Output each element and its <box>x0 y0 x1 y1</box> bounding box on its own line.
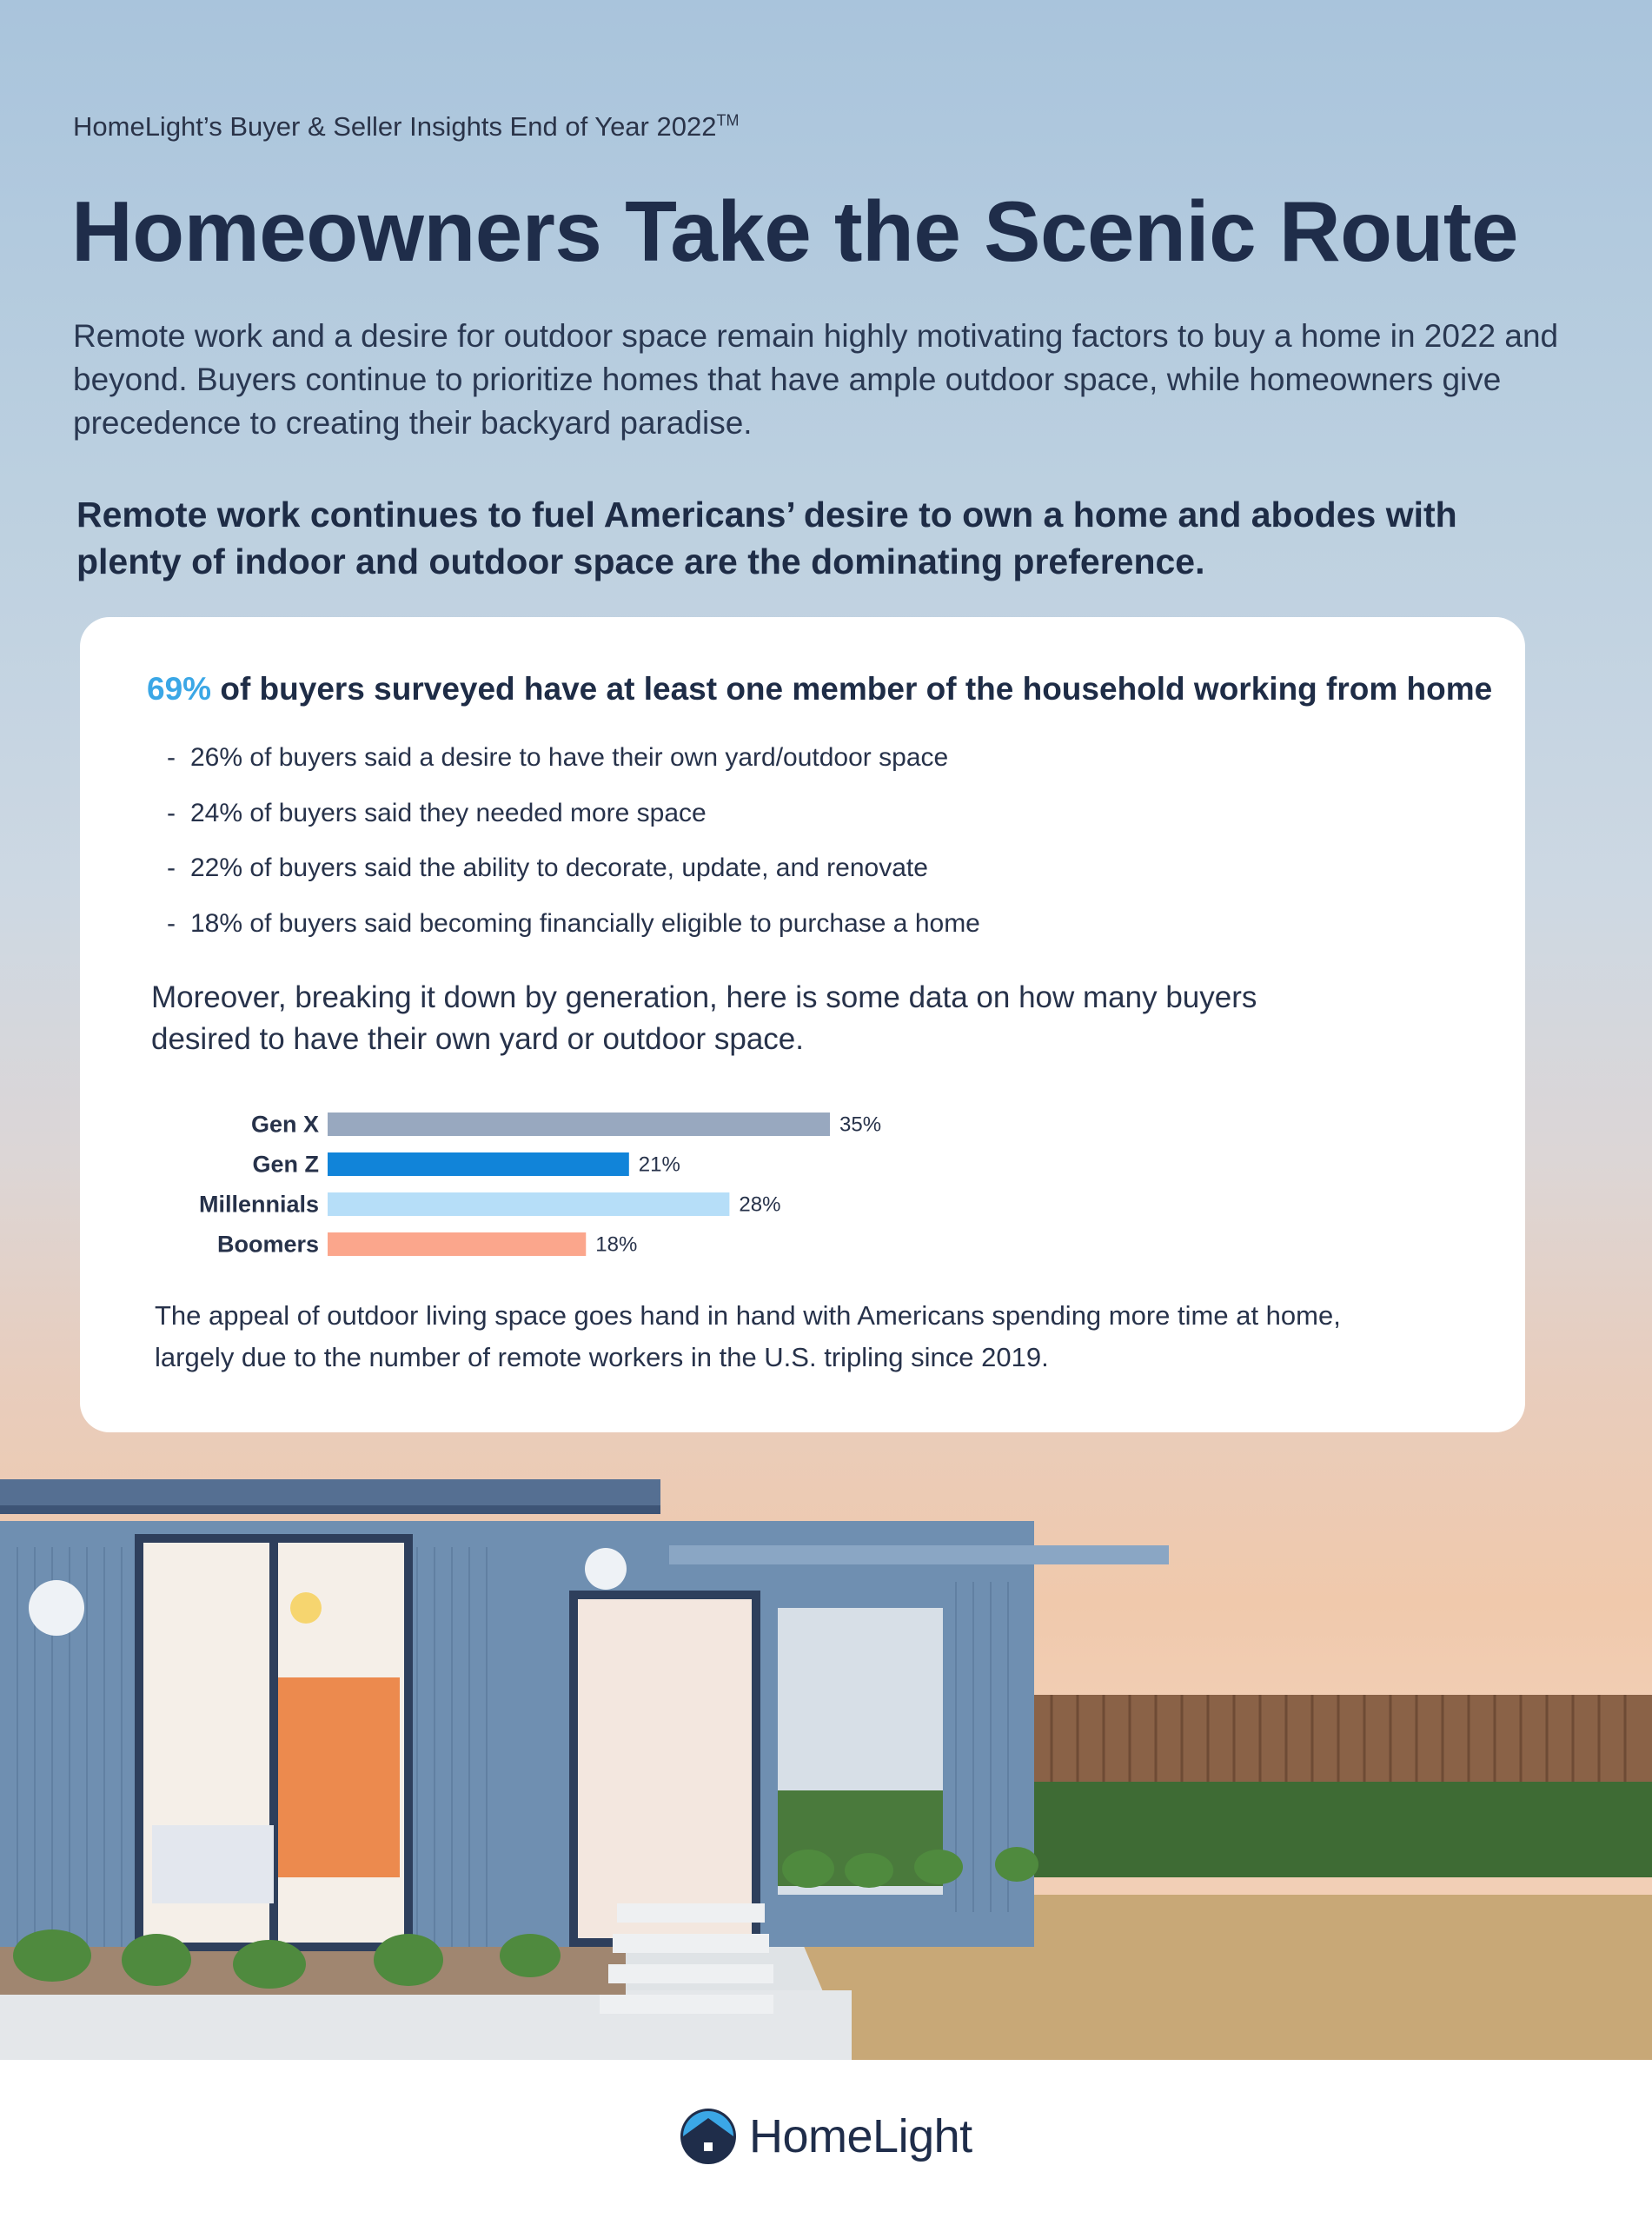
section-subhead: Remote work continues to fuel Americans’ desire to own a home and abodes with plenty of indoor and outdoor space are the dominating preference. <box>76 495 1457 581</box>
generation-intro: Moreover, breaking it down by generation, here is some data on how many buyers desired to have their own yard or outdoor space. <box>151 980 1257 1056</box>
trademark-mark: TM <box>716 111 740 130</box>
house-illustration <box>0 1460 1652 2060</box>
bar <box>328 1192 729 1216</box>
bar <box>328 1232 586 1256</box>
list-item-text: 24% of buyers said they needed more space <box>190 798 707 827</box>
list-item <box>167 840 980 896</box>
list-item-text: 22% of buyers said the ability to decorate, update, and renovate <box>190 853 928 882</box>
category-label: Gen Z <box>252 1151 319 1178</box>
list-item <box>167 730 980 786</box>
list-item-text: 26% of buyers said a desire to have their own yard/outdoor space <box>190 743 949 772</box>
bar <box>328 1112 830 1136</box>
kitchen-counter <box>152 1825 274 1903</box>
pendant-lamp-icon <box>290 1592 322 1624</box>
value-label: 18% <box>595 1232 638 1257</box>
report-kicker <box>73 111 739 143</box>
category-label: Boomers <box>216 1231 319 1258</box>
homelight-logo-icon <box>680 2108 737 2165</box>
roof-right <box>669 1545 1169 1564</box>
report-kicker-text: HomeLight’s Buyer & Seller Insights End of Year 2022 <box>73 111 717 142</box>
dash-bullet: - <box>167 908 176 938</box>
list-item <box>167 896 980 952</box>
fence <box>1034 1695 1652 1782</box>
patio-door-glass <box>578 1599 752 1938</box>
kitchen-cabinets <box>278 1677 400 1877</box>
insights-card <box>80 617 1525 1432</box>
dash-bullet: - <box>167 853 176 882</box>
bar <box>328 1152 629 1176</box>
list-item <box>167 786 980 841</box>
wall-lamp-icon <box>29 1580 84 1636</box>
page-title: Homeowners Take the Scenic Route <box>71 183 1518 279</box>
value-label: 28% <box>739 1192 781 1217</box>
headline-stat <box>147 671 1492 707</box>
brand-logo[interactable] <box>680 2108 972 2165</box>
outro-paragraph: The appeal of outdoor living space goes hand in hand with Americans spending more time at home, largely due to the number of remote workers in the U.S. tripling since 2019. <box>155 1300 1341 1372</box>
headline-stat-text: of buyers surveyed have at least one member of the household working from home <box>211 671 1493 707</box>
porch-light-icon <box>585 1548 627 1590</box>
value-label: 21% <box>638 1152 680 1177</box>
intro-paragraph: Remote work and a desire for outdoor space remain highly motivating factors to buy a home in 2022 and beyond. Buyers continue to prioritize homes that have ample outdoor space, while homeowners give precedence to creating their backyard paradise. <box>73 318 1559 441</box>
category-label: Gen X <box>250 1111 319 1138</box>
list-item-text: 18% of buyers said becoming financially eligible to purchase a home <box>190 908 980 938</box>
dash-bullet: - <box>167 743 176 772</box>
category-label: Millennials <box>198 1191 319 1218</box>
value-label: 35% <box>839 1112 882 1137</box>
dash-bullet: - <box>167 798 176 827</box>
headline-stat-percent: 69% <box>147 671 212 707</box>
roof-main <box>0 1479 660 1505</box>
buyer-reasons-list <box>167 730 980 951</box>
lawn <box>999 1782 1652 1877</box>
roof-fascia <box>0 1505 660 1514</box>
generation-bar-chart <box>132 1104 1001 1278</box>
brand-name: HomeLight <box>749 2110 972 2162</box>
